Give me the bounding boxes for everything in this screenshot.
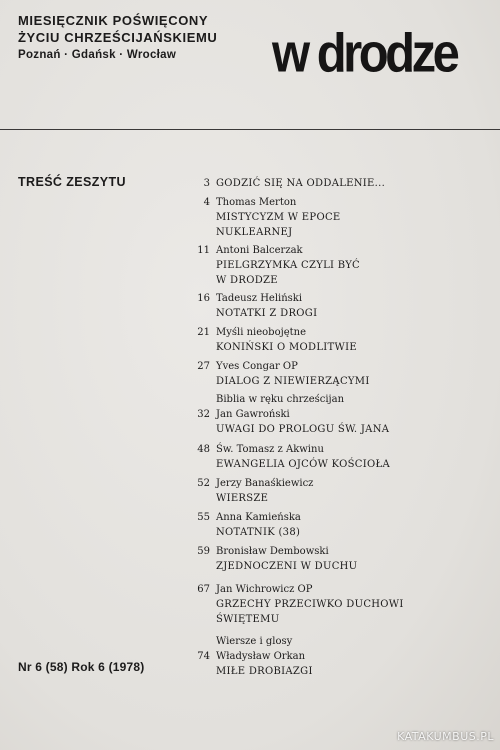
toc-title: NOTATKI Z DROGI bbox=[216, 308, 318, 319]
toc-page-number: 3 bbox=[203, 178, 210, 189]
toc-page-number: 55 bbox=[197, 512, 210, 523]
toc-author: Myśli nieobojętne bbox=[216, 327, 306, 338]
toc-author: Bronisław Dembowski bbox=[216, 546, 329, 557]
toc-title: MISTYCYZM W EPOCE bbox=[216, 212, 341, 223]
toc-title-continued: ŚWIĘTEMU bbox=[216, 614, 280, 625]
toc-page-number: 67 bbox=[197, 584, 210, 595]
toc-title: GODZIĆ SIĘ NA ODDALENIE... bbox=[216, 178, 386, 189]
toc-page-number: 48 bbox=[197, 444, 210, 455]
contents-heading: TREŚĆ ZESZYTU bbox=[18, 175, 126, 189]
toc-page-number: 74 bbox=[197, 651, 210, 662]
toc-author: Thomas Merton bbox=[216, 197, 297, 208]
toc-page-number: 16 bbox=[197, 293, 210, 304]
toc-section-label: Biblia w ręku chrześcijan bbox=[216, 394, 345, 405]
issue-number: Nr 6 (58) Rok 6 (1978) bbox=[18, 660, 145, 674]
toc-author: Anna Kamieńska bbox=[216, 512, 301, 523]
toc-author: Tadeusz Heliński bbox=[216, 293, 303, 304]
masthead-line-1: MIESIĘCZNIK POŚWIĘCONY bbox=[18, 13, 209, 28]
toc-title-continued: NUKLEARNEJ bbox=[216, 227, 293, 238]
masthead-line-2: ŻYCIU CHRZEŚCIJAŃSKIEMU bbox=[18, 30, 218, 45]
toc-author: Władysław Orkan bbox=[216, 651, 306, 662]
toc-page-number: 27 bbox=[197, 361, 210, 372]
toc-section-label: Wiersze i glosy bbox=[216, 636, 293, 647]
toc-author: Jan Wichrowicz OP bbox=[216, 584, 313, 595]
toc-author: Yves Congar OP bbox=[216, 361, 298, 372]
toc-page-number: 11 bbox=[197, 245, 210, 256]
toc-title: KONIŃSKI O MODLITWIE bbox=[216, 342, 357, 353]
magazine-logo: w drodze bbox=[272, 23, 457, 84]
toc-title-continued: W DRODZE bbox=[216, 275, 278, 286]
toc-title: NOTATNIK (38) bbox=[216, 527, 301, 538]
header-divider bbox=[0, 129, 500, 130]
toc-title: UWAGI DO PROLOGU ŚW. JANA bbox=[216, 424, 390, 435]
toc-page-number: 4 bbox=[203, 197, 210, 208]
toc-page-number: 21 bbox=[197, 327, 210, 338]
toc-title: WIERSZE bbox=[216, 493, 269, 504]
toc-title: MIŁE DROBIAZGI bbox=[216, 666, 313, 677]
toc-author: Jerzy Banaśkiewicz bbox=[216, 478, 314, 489]
masthead bbox=[18, 12, 217, 64]
toc-page-number: 52 bbox=[197, 478, 210, 489]
masthead-cities: Poznań · Gdańsk · Wrocław bbox=[18, 49, 177, 61]
toc-title: GRZECHY PRZECIWKO DUCHOWI bbox=[216, 599, 404, 610]
toc-title: DIALOG Z NIEWIERZĄCYMI bbox=[216, 376, 370, 387]
toc-author: Św. Tomasz z Akwinu bbox=[216, 444, 324, 455]
watermark: KATAKUMBUS.PL bbox=[397, 730, 494, 743]
toc-author: Jan Gawroński bbox=[216, 409, 290, 420]
toc-author: Antoni Balcerzak bbox=[216, 245, 303, 256]
toc-title: EWANGELIA OJCÓW KOŚCIOŁA bbox=[216, 459, 391, 470]
toc-title: ZJEDNOCZENI W DUCHU bbox=[216, 561, 358, 572]
toc-page-number: 59 bbox=[197, 546, 210, 557]
toc-page-number: 32 bbox=[197, 409, 210, 420]
toc-title: PIELGRZYMKA CZYLI BYĆ bbox=[216, 260, 360, 271]
